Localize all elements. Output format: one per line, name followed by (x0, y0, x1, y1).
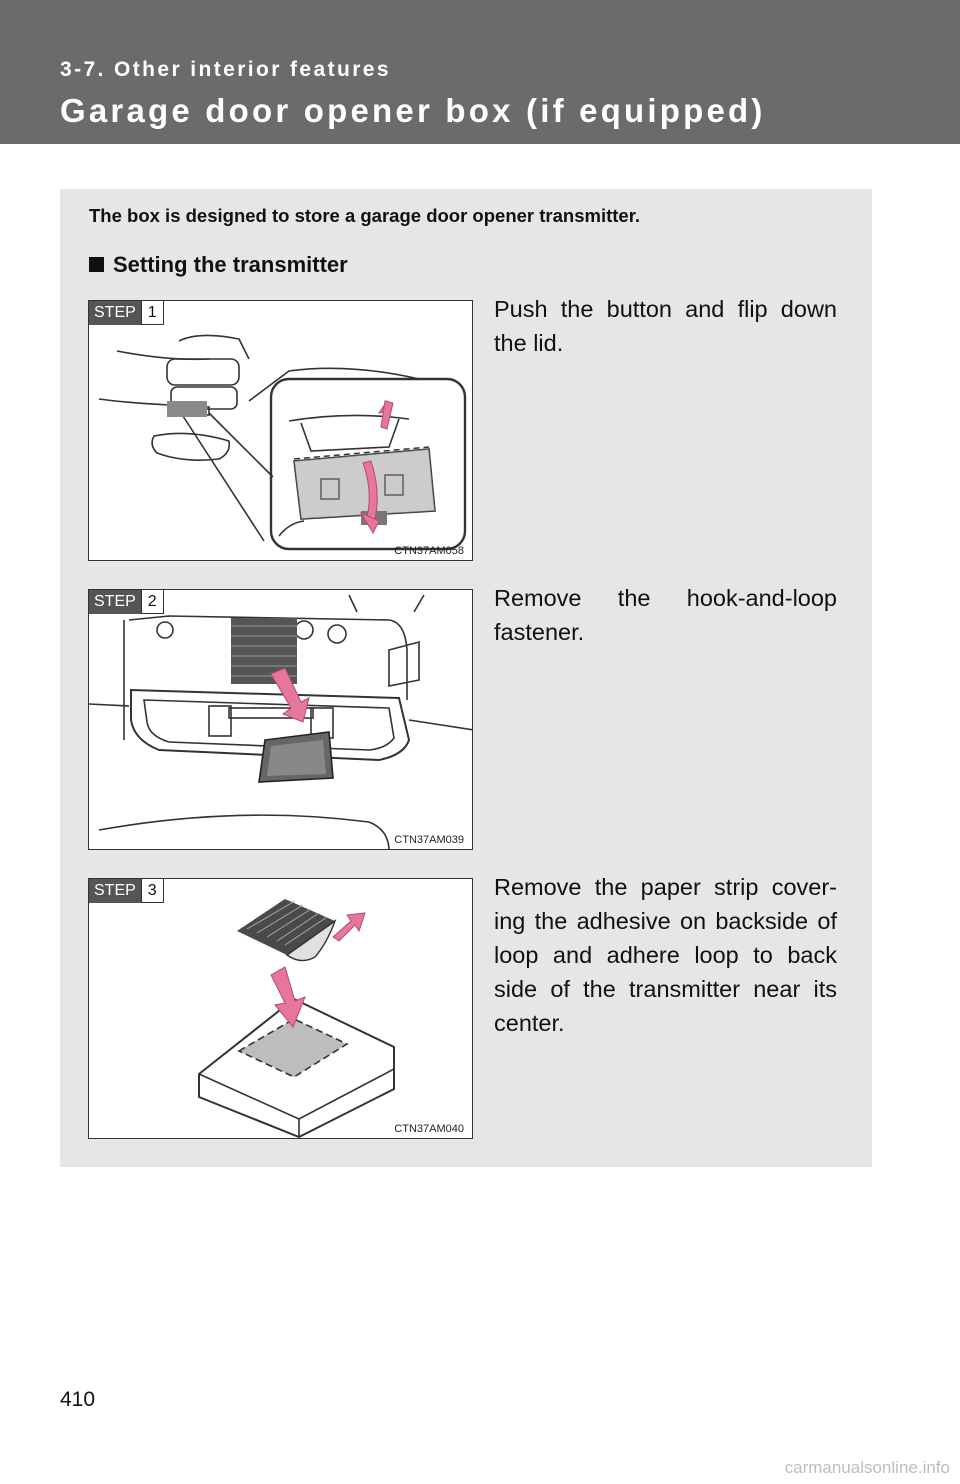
square-bullet-icon (89, 257, 104, 272)
step-3-label: STEP (89, 879, 141, 903)
step-2-text: Remove the hook-and-loop fastener. (494, 585, 837, 645)
step-2-figure (88, 589, 473, 850)
step-3-number: 3 (141, 879, 164, 903)
step-2-badge (89, 590, 164, 614)
step-1-label: STEP (89, 301, 141, 325)
page-title: Garage door opener box (if equipped) (60, 92, 766, 129)
step-1-text: Push the button and flip down the lid. (494, 296, 837, 356)
section-label: 3-7. Other interior features (60, 58, 391, 81)
intro-text: The box is designed to store a garage door opener transmitter. (89, 205, 641, 226)
step-2-number: 2 (141, 590, 164, 614)
step-1-figure (88, 300, 473, 561)
subheading-label: Setting the transmitter (113, 252, 348, 277)
page-header (0, 0, 960, 144)
step-2-figure-code: CTN37AM039 (394, 834, 464, 846)
step-2-label: STEP (89, 590, 141, 614)
step-3-figure-code: CTN37AM040 (394, 1123, 464, 1135)
step-3-text: Remove the paper strip cover-ing the adhesive on backside of loop and adhere loop to back side of the transmitter near its center. (494, 874, 837, 1036)
console-fastener-illustration (89, 590, 473, 850)
step-3-badge (89, 879, 164, 903)
overhead-console-illustration (89, 301, 473, 561)
subheading (89, 252, 348, 278)
step-1-figure-code: CTN37AM058 (394, 545, 464, 557)
page-number: 410 (60, 1388, 96, 1411)
step-1-number: 1 (141, 301, 164, 325)
transmitter-illustration (89, 879, 473, 1139)
step-1-badge (89, 301, 164, 325)
step-3-figure (88, 878, 473, 1139)
watermark: carmanualsonline.info (784, 1458, 950, 1477)
